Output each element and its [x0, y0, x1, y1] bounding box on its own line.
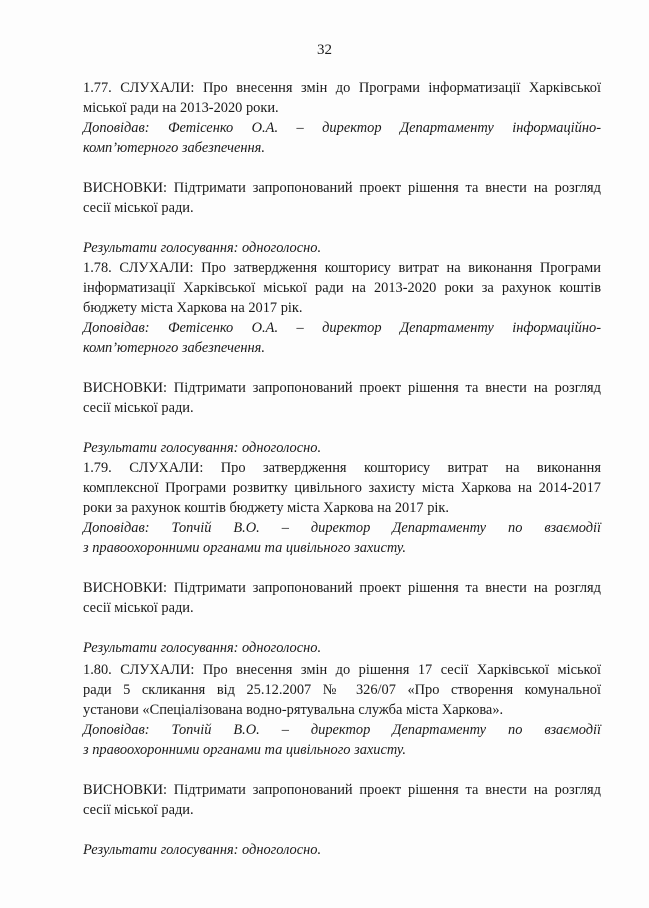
- speaker-line: комп’ютерного забезпечення.: [83, 340, 265, 356]
- vote-result: Результати голосування: одноголосно.: [83, 640, 322, 656]
- speaker-line: Доповідав: Топчій В.О. – директор Департаменту по взаємодії: [83, 520, 601, 536]
- heard-line: 1.78. СЛУХАЛИ: Про затвердження кошторису витрат на виконання Програми: [83, 260, 601, 276]
- minutes-item-1-78: [83, 258, 601, 458]
- conclusion-line: ВИСНОВКИ: Підтримати запропонований проект рішення та внести на розгляд: [83, 380, 601, 396]
- speaker-line: комп’ютерного забезпечення.: [83, 140, 265, 156]
- heard-line: 1.80. СЛУХАЛИ: Про внесення змін до рішення 17 сесії Харківської міської: [83, 662, 601, 678]
- minutes-item-1-77: [83, 78, 601, 258]
- heard-line: ради 5 скликання від 25.12.2007 № 326/07 «Про створення комунальної: [83, 682, 601, 698]
- page-number: 32: [317, 42, 332, 58]
- vote-result: Результати голосування: одноголосно.: [83, 440, 322, 456]
- speaker-line: Доповідав: Фетісенко О.А. – директор Департаменту інформаційно-: [83, 320, 601, 336]
- vote-result: Результати голосування: одноголосно.: [83, 240, 322, 256]
- speaker-line: Доповідав: Фетісенко О.А. – директор Департаменту інформаційно-: [83, 120, 601, 136]
- heard-line: комплексної Програми розвитку цивільного захисту міста Харкова на 2014-2017: [83, 480, 601, 496]
- conclusion-line: ВИСНОВКИ: Підтримати запропонований проект рішення та внести на розгляд: [83, 782, 601, 798]
- conclusion-line: сесії міської ради.: [83, 802, 194, 818]
- heard-line: роки за рахунок коштів бюджету міста Харкова на 2017 рік.: [83, 500, 449, 516]
- heard-line: бюджету міста Харкова на 2017 рік.: [83, 300, 303, 316]
- minutes-item-1-80: [83, 660, 601, 860]
- conclusion-line: сесії міської ради.: [83, 600, 194, 616]
- vote-result: Результати голосування: одноголосно.: [83, 842, 322, 858]
- conclusion-line: сесії міської ради.: [83, 200, 194, 216]
- speaker-line: з правоохоронними органами та цивільного захисту.: [83, 742, 406, 758]
- heard-line: 1.77. СЛУХАЛИ: Про внесення змін до Програми інформатизації Харківської: [83, 80, 601, 96]
- heard-line: інформатизації Харківської міської ради на 2013-2020 роки за рахунок коштів: [83, 280, 601, 296]
- heard-line: 1.79. СЛУХАЛИ: Про затвердження кошторису витрат на виконання: [83, 460, 601, 476]
- speaker-line: з правоохоронними органами та цивільного захисту.: [83, 540, 406, 556]
- conclusion-line: ВИСНОВКИ: Підтримати запропонований проект рішення та внести на розгляд: [83, 580, 601, 596]
- heard-line: установи «Спеціалізована водно-рятувальна служба міста Харкова».: [83, 702, 504, 718]
- minutes-item-1-79: [83, 458, 601, 658]
- conclusion-line: ВИСНОВКИ: Підтримати запропонований проект рішення та внести на розгляд: [83, 180, 601, 196]
- speaker-line: Доповідав: Топчій В.О. – директор Департаменту по взаємодії: [83, 722, 601, 738]
- conclusion-line: сесії міської ради.: [83, 400, 194, 416]
- heard-line: міської ради на 2013-2020 роки.: [83, 100, 279, 116]
